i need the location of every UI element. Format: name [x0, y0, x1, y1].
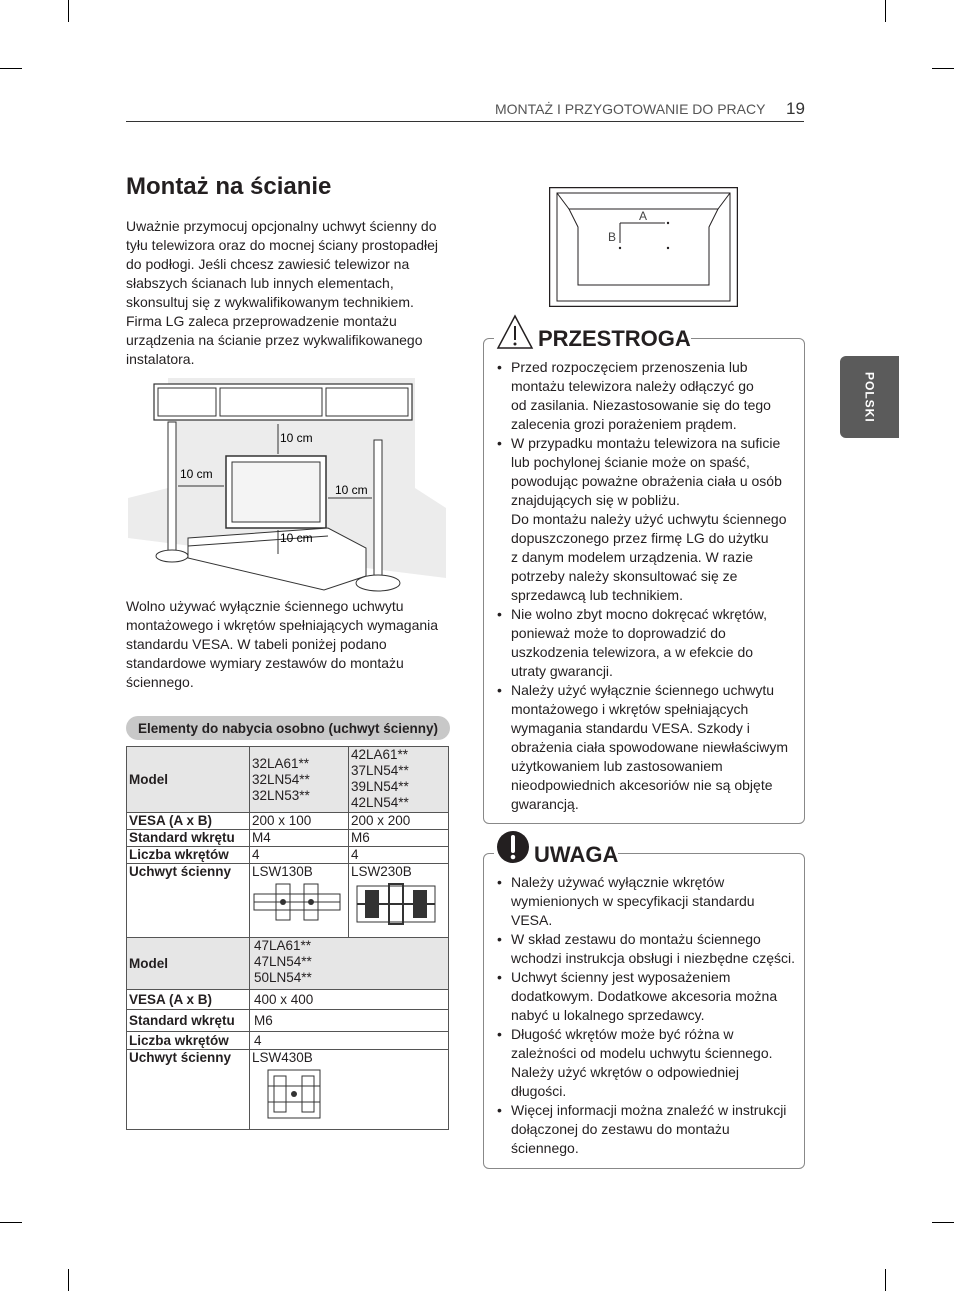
page-number: 19 [786, 99, 805, 118]
text-line: • Należy użyć wyłącznie ściennego uchwytu [511, 682, 775, 698]
table-row [127, 747, 449, 813]
list-item [497, 605, 799, 681]
text-line: standardowe wymiary zestawów do montażu [126, 655, 404, 671]
text-line: znajdujących się w pobliżu. [511, 492, 680, 508]
wall-mount-label: Uchwyt ścienny [127, 864, 250, 938]
text-line: • Nie wolno zbyt mocno dokręcać wkrętów, [511, 606, 767, 622]
text-line: wymienionych w specyfikacji standardu [511, 893, 755, 909]
clearance-left-label: 10 cm [180, 467, 213, 481]
wall-mount-spec-table [126, 746, 449, 1130]
clearance-top-label: 10 cm [280, 431, 313, 445]
wall-bracket-icon [351, 880, 441, 928]
text-line: potrzeby należy skonsultować się ze [511, 568, 738, 584]
list-item [497, 968, 799, 1025]
text-line: wymagania standardu VESA. Szkody i [511, 720, 750, 736]
text-line: dodatkowym. Dodatkowe akcesoria można [511, 988, 778, 1004]
warning-triangle-icon [496, 314, 534, 350]
text-line: • Więcej informacji można znaleźć w instrukcji [511, 1102, 787, 1118]
text-line: standardu VESA. W tabeli poniżej podano [126, 636, 387, 652]
model-name: 39LN54** [351, 779, 409, 794]
wall-mount-cell [250, 1050, 449, 1130]
table-row [127, 938, 449, 990]
screw-standard-value: M6 [349, 830, 449, 847]
model-cell [349, 747, 449, 813]
wall-mount-clearance-illustration [128, 378, 446, 596]
clearance-bottom-label: 10 cm [280, 531, 313, 545]
list-item [497, 1101, 799, 1158]
text-line: tyłu telewizora oraz do mocnej ściany prostopadłej [126, 237, 439, 253]
caution-heading [494, 312, 691, 352]
text-line: • Należy używać wyłącznie wkrętów [511, 874, 725, 890]
list-item [497, 930, 799, 968]
list-item [497, 681, 799, 814]
note-heading [494, 828, 618, 868]
text-line: ściennego. [511, 1140, 579, 1156]
model-name: 42LN54** [351, 795, 409, 810]
vesa-label: VESA (A x B) [127, 990, 250, 1010]
header-rule [126, 121, 804, 122]
text-line: utraty gwarancji. [511, 663, 613, 679]
crop-mark [0, 68, 22, 69]
screw-count-value: 4 [250, 847, 349, 864]
screw-count-value: 4 [349, 847, 449, 864]
model-name: 32LA61** [252, 755, 310, 771]
intro-paragraph [126, 217, 451, 369]
crop-mark [885, 1269, 886, 1291]
text-line: sprzedawcą lub technikiem. [511, 587, 683, 603]
text-line: od zasilania. Niezastosowanie się do tego [511, 397, 771, 413]
note-box [483, 853, 805, 1169]
text-line: ściennego. [126, 674, 194, 690]
vesa-b-label: B [608, 230, 617, 244]
model-name: 47LN54** [254, 954, 312, 969]
text-line: nabyć u lokalnego sprzedawcy. [511, 1007, 705, 1023]
text-line: • Długość wkrętów może być różna w [511, 1026, 734, 1042]
vesa-value: 200 x 100 [250, 813, 349, 830]
text-line: słabszych ścianach lub innych elementach, [126, 275, 394, 291]
table-row [127, 813, 449, 830]
table-row [127, 1050, 449, 1130]
text-line: z danym modelem urządzenia. W razie [511, 549, 753, 565]
model-name: 37LN54** [351, 763, 409, 778]
text-line: ponieważ może to doprowadzić do [511, 625, 726, 641]
wall-mount-model: LSW230B [351, 864, 412, 879]
crop-mark [932, 1222, 954, 1223]
text-line: Do montażu należy użyć uchwytu ściennego [511, 511, 787, 527]
crop-mark [68, 0, 69, 22]
list-item [497, 873, 799, 930]
wall-bracket-icon [252, 880, 342, 924]
model-name: 50LN54** [254, 970, 312, 985]
text-line: uszkodzenia telewizora, a w efekcie do [511, 644, 754, 660]
table-row [127, 830, 449, 847]
vesa-paragraph [126, 597, 451, 692]
vesa-value: 400 x 400 [250, 990, 449, 1010]
text-line: zależności od modelu uchwytu ściennego. [511, 1045, 773, 1061]
list-item [497, 434, 799, 605]
crop-mark [885, 0, 886, 22]
model-label: Model [127, 938, 250, 990]
text-line: zalecenia grozi porażeniem prądem. [511, 416, 737, 432]
wall-mount-label: Uchwyt ścienny [127, 1050, 250, 1130]
table-row [127, 1032, 449, 1050]
crop-mark [0, 1222, 22, 1223]
caution-box [483, 338, 805, 824]
text-line: dopuszczonego przez firmę LG do użytku [511, 530, 769, 546]
text-line: urządzenia na ścianie przez wykwalifikowanego [126, 332, 423, 348]
text-line: Wolno używać wyłącznie ściennego uchwytu [126, 598, 404, 614]
text-line: VESA. [511, 912, 553, 928]
table-row [127, 1010, 449, 1032]
text-line: • W przypadku montażu telewizora na suficie [511, 435, 781, 451]
text-line: Należy użyć wkrętów o odpowiedniej [511, 1064, 739, 1080]
screw-count-label: Liczba wkrętów [127, 847, 250, 864]
section-header: MONTAŻ I PRZYGOTOWANIE DO PRACY [495, 101, 766, 117]
model-name: 42LA61** [351, 747, 409, 762]
text-line: Firma LG zaleca przeprowadzenie montażu [126, 313, 397, 329]
text-line: gwarancją. [511, 796, 579, 812]
text-line: dołączonej do zestawu do montażu [511, 1121, 730, 1137]
screw-standard-value: M6 [250, 1010, 449, 1032]
list-item [497, 358, 799, 434]
table-row [127, 990, 449, 1010]
table-caption: Elementy do nabycia osobno (uchwyt ścienny) [126, 716, 450, 740]
text-line: użytkowaniem lub zastosowaniem [511, 758, 723, 774]
vesa-a-label: A [639, 209, 648, 223]
note-title: UWAGA [534, 842, 619, 867]
screw-standard-value: M4 [250, 830, 349, 847]
wall-bracket-icon [264, 1066, 324, 1122]
text-line: nieodpowiednich akcesoriów nie są objęte [511, 777, 773, 793]
vesa-dimension-diagram [549, 187, 738, 307]
text-line: skonsultuj się z wykwalifikowanym technikiem. [126, 294, 414, 310]
page-title: Montaż na ścianie [126, 173, 332, 200]
language-tab-label: POLSKI [862, 371, 877, 423]
text-line: • Uchwyt ścienny jest wyposażeniem [511, 969, 731, 985]
vesa-value: 200 x 200 [349, 813, 449, 830]
text-line: • Przed rozpoczęciem przenoszenia lub [511, 359, 748, 375]
text-line: • W skład zestawu do montażu ściennego [511, 931, 761, 947]
model-name: 47LA61** [254, 938, 312, 953]
screw-count-label: Liczba wkrętów [127, 1032, 250, 1050]
model-cell [250, 747, 349, 813]
model-label: Model [127, 747, 250, 813]
text-line: wchodzi instrukcja obsługi i niezbędne części. [511, 950, 796, 966]
table-row [127, 847, 449, 864]
text-line: obrażenia ciała spowodowane niewłaściwym [511, 739, 789, 755]
model-cell [250, 938, 449, 990]
wall-mount-model: LSW430B [252, 1050, 313, 1065]
model-name: 32LN54** [252, 771, 310, 787]
screw-count-value: 4 [250, 1032, 449, 1050]
wall-mount-cell [250, 864, 349, 938]
table-row [127, 864, 449, 938]
text-line: długości. [511, 1083, 567, 1099]
text-line: montażowego i wkrętów spełniających [511, 701, 749, 717]
wall-mount-cell [349, 864, 449, 938]
text-line: do podłogi. Jeśli chcesz zawiesić telewizor na [126, 256, 410, 272]
list-item [497, 1025, 799, 1101]
text-line: lub pochylonej ścianie może on spaść, [511, 454, 750, 470]
text-line: instalatora. [126, 351, 195, 367]
language-tab [840, 356, 899, 438]
crop-mark [932, 68, 954, 69]
caution-title: PRZESTROGA [538, 326, 691, 351]
text-line: Uważnie przymocuj opcjonalny uchwyt ścienny do [126, 218, 437, 234]
text-line: montażowego i wkrętów spełniających wymagania [126, 617, 439, 633]
screw-standard-label: Standard wkrętu [127, 1010, 250, 1032]
screw-standard-label: Standard wkrętu [127, 830, 250, 847]
model-name: 32LN53** [252, 787, 310, 803]
exclamation-circle-icon [496, 830, 530, 864]
text-line: montażu telewizora należy odłączyć go [511, 378, 754, 394]
crop-mark [68, 1269, 69, 1291]
text-line: powodując poważne obrażenia ciała u osób [511, 473, 782, 489]
wall-mount-model: LSW130B [252, 864, 313, 879]
clearance-right-label: 10 cm [335, 483, 368, 497]
vesa-label: VESA (A x B) [127, 813, 250, 830]
